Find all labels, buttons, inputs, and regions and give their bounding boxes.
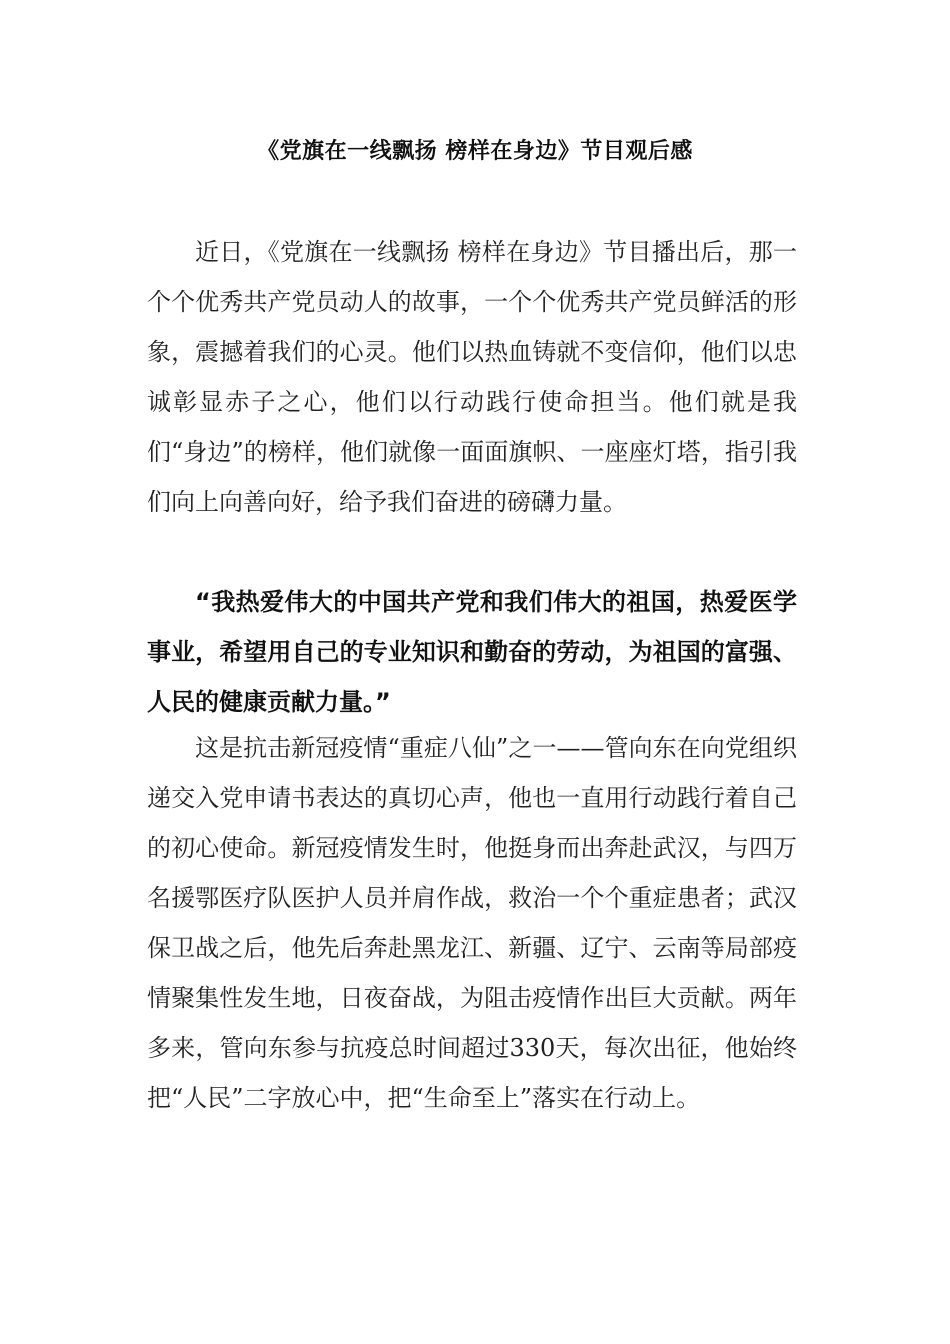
- paragraph-text: 近日，《党旗在一线飘扬 榜样在身边》节目播出后，那一个个优秀共产党员动人的故事，一个个优秀共产党员鲜活的形象，震撼着我们的心灵。他们以热血铸就不变信仰，他们以忠诚彰显赤子之心，他们以行动践行使命担当。他们就是我们“身边”的榜样，他们就像一面面旗帜、一座座灯塔，指引我们向上向善向好，给予我们奋进的磅礴力量。: [147, 238, 797, 516]
- paragraph-quote: [147, 577, 797, 727]
- paragraph-text: 这是抗击新冠疫情“重症八仙”之一——管向东在向党组织递交入党申请书表达的真切心声，他也一直用行动践行着自己的初心使命。新冠疫情发生时，他挺身而出奔赴武汉，与四万名援鄂医疗队医护人员并肩作战，救治一个个重症患者；武汉保卫战之后，他先后奔赴黑龙江、新疆、辽宁、云南等局部疫情聚集性发生地，日夜奋战，为阻击疫情作出巨大贡献。两年多来，管向东参与抗疫总时间超过330天，每次出征，他始终把“人民”二字放心中，把“生命至上”落实在行动上。: [147, 734, 797, 1112]
- paragraph-story: [147, 723, 797, 1123]
- document-title: 《党旗在一线飘扬 榜样在身边》节目观后感: [257, 139, 693, 164]
- paragraph-intro: [147, 227, 797, 527]
- quote-text: “我热爱伟大的中国共产党和我们伟大的祖国，热爱医学事业，希望用自己的专业知识和勤奋的劳动，为祖国的富强、人民的健康贡献力量。”: [147, 588, 797, 716]
